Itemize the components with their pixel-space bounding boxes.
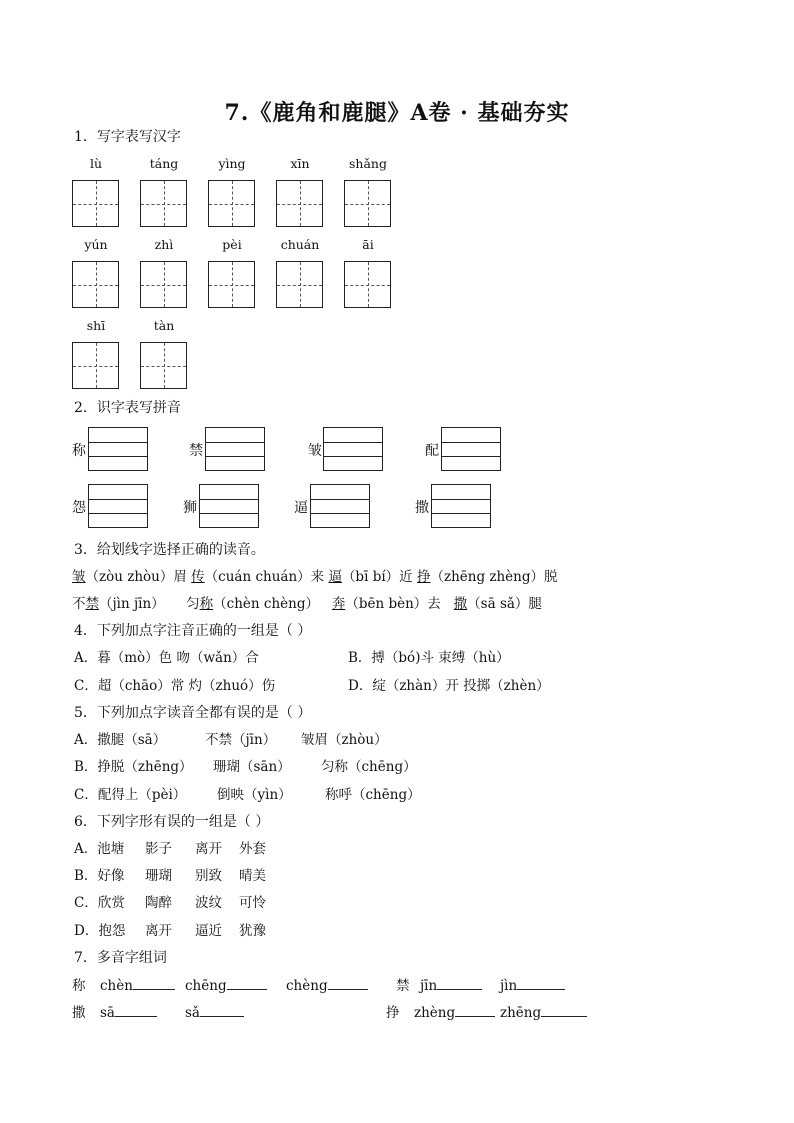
option-c[interactable]: C．超（chāo）常 灼（zhuó）伤 — [74, 678, 276, 694]
pinyin: yún — [84, 237, 108, 252]
hanzi: 配 — [425, 443, 439, 459]
pinyin: shǎng — [349, 156, 387, 171]
question-3-line-2 — [72, 595, 542, 613]
reading-options[interactable]: （cuán chuán） — [204, 569, 311, 585]
text: 不 — [72, 596, 86, 612]
reading: zhèng — [414, 1005, 456, 1021]
pinyin: zhì — [154, 237, 174, 252]
answer-blank[interactable] — [115, 1016, 157, 1017]
option-a-word: 皱眉（zhòu） — [301, 732, 388, 748]
reading: sǎ — [185, 1005, 200, 1021]
polyphone-entry — [100, 1004, 157, 1022]
writing-box[interactable] — [72, 180, 119, 227]
question-3-label: 3．给划线字选择正确的读音。 — [74, 542, 265, 558]
writing-box[interactable] — [276, 261, 323, 308]
reading-options[interactable]: （chèn chèng） — [213, 596, 319, 612]
text: 眉 — [173, 569, 187, 585]
text: 脱 — [544, 569, 558, 585]
option-d-word: 离开 — [145, 923, 172, 939]
option-b-word: 珊瑚（sān） — [213, 759, 291, 775]
option-a[interactable]: A．撒腿（sā） — [74, 732, 167, 748]
writing-box[interactable] — [140, 342, 187, 389]
hanzi: 怨 — [72, 500, 86, 516]
pinyin: āi — [362, 237, 374, 252]
pinyin-writing-lines[interactable] — [88, 484, 148, 528]
writing-box[interactable] — [208, 261, 255, 308]
question-3-line-1 — [72, 568, 558, 586]
polyphone-entry — [420, 977, 482, 995]
writing-box[interactable] — [140, 261, 187, 308]
reading: jìn — [500, 978, 518, 994]
pinyin-writing-lines[interactable] — [431, 484, 491, 528]
option-a-word: 影子 — [145, 841, 172, 857]
pinyin: pèi — [222, 237, 242, 252]
hanzi: 皱 — [308, 443, 322, 459]
answer-blank[interactable] — [517, 989, 565, 990]
page-title: 7.《鹿角和鹿腿》A卷 · 基础夯实 — [224, 100, 570, 126]
writing-box[interactable] — [140, 180, 187, 227]
question-7-label: 7．多音字组词 — [74, 950, 167, 966]
option-d-word: 逼近 — [195, 923, 222, 939]
reading: jīn — [420, 978, 438, 994]
reading-options[interactable]: （bēn bèn） — [345, 596, 428, 612]
answer-blank[interactable] — [455, 1016, 495, 1017]
pinyin-writing-lines[interactable] — [199, 484, 259, 528]
text: 来 — [310, 569, 325, 585]
option-b-word: 晴美 — [239, 868, 266, 884]
polyphone-entry — [500, 1004, 587, 1022]
hanzi: 撒 — [415, 500, 429, 516]
polyphone-entry — [286, 977, 368, 995]
pinyin: lù — [89, 156, 103, 171]
underlined-char: 传 — [191, 569, 205, 585]
text: 去 — [427, 596, 441, 612]
option-a-word: 外套 — [239, 841, 266, 857]
underlined-char: 撒 — [453, 596, 468, 612]
question-1-label: 1．写字表写汉字 — [74, 129, 181, 145]
writing-box[interactable] — [276, 180, 323, 227]
option-c-word: 陶醉 — [145, 895, 172, 911]
question-6-label: 6．下列字形有误的一组是（ ） — [74, 814, 270, 830]
polyphone-entry — [414, 1004, 495, 1022]
polyphone-char: 禁 — [396, 978, 410, 994]
writing-box[interactable] — [344, 180, 391, 227]
option-c-word: 可怜 — [239, 895, 266, 911]
pinyin: tàn — [153, 318, 175, 333]
option-d[interactable]: D．绽（zhàn）开 投掷（zhèn） — [348, 678, 550, 694]
polyphone-entry — [185, 977, 267, 995]
underlined-char: 逼 — [328, 569, 342, 585]
pinyin-writing-lines[interactable] — [88, 427, 148, 471]
pinyin-writing-lines[interactable] — [310, 484, 370, 528]
hanzi: 称 — [72, 443, 86, 459]
option-c[interactable]: C．配得上（pèi） — [74, 787, 187, 803]
underlined-char: 称 — [199, 596, 214, 612]
reading: zhēng — [500, 1005, 542, 1021]
question-4-label: 4．下列加点字注音正确的一组是（ ） — [74, 623, 312, 639]
option-b[interactable]: B．搏（bó)斗 束缚（hù） — [348, 650, 510, 666]
hanzi: 禁 — [189, 443, 203, 459]
pinyin-writing-lines[interactable] — [323, 427, 383, 471]
reading-options[interactable]: （zhēng zhèng） — [430, 569, 545, 585]
reading-options[interactable]: （sā sǎ） — [467, 596, 529, 612]
pinyin-writing-lines[interactable] — [205, 427, 265, 471]
underlined-char: 挣 — [416, 569, 431, 585]
writing-box[interactable] — [344, 261, 391, 308]
answer-blank[interactable] — [437, 989, 482, 990]
question-2-label: 2．识字表写拼音 — [74, 400, 181, 416]
text: 腿 — [528, 596, 542, 612]
pinyin: yìng — [218, 156, 246, 171]
underlined-char: 禁 — [85, 596, 99, 612]
polyphone-char: 称 — [72, 978, 86, 994]
underlined-char: 皱 — [72, 569, 86, 585]
option-b-word: 匀称（chēng） — [321, 759, 417, 775]
question-5-label: 5．下列加点字读音全都有误的是（ ） — [74, 705, 312, 721]
pinyin: táng — [149, 156, 179, 171]
reading-options[interactable]: （jìn jīn） — [99, 596, 165, 612]
answer-blank[interactable] — [200, 1016, 244, 1017]
option-c[interactable]: C．欣赏 — [74, 895, 125, 911]
polyphone-entry — [500, 977, 565, 995]
writing-box[interactable] — [208, 180, 255, 227]
writing-box[interactable] — [72, 261, 119, 308]
option-d[interactable]: D．抱怨 — [74, 923, 126, 939]
reading-options[interactable]: （zòu zhòu） — [85, 569, 174, 585]
text: 匀 — [186, 596, 200, 612]
writing-box[interactable] — [72, 342, 119, 389]
answer-blank[interactable] — [328, 989, 368, 990]
reading-options[interactable]: （bī bí） — [341, 569, 400, 585]
polyphone-char: 撒 — [72, 1005, 86, 1021]
text: 近 — [399, 569, 413, 585]
answer-blank[interactable] — [133, 989, 175, 990]
option-a[interactable]: A．暮（mò）色 吻（wǎn）合 — [74, 650, 259, 666]
option-c-word: 波纹 — [195, 895, 222, 911]
option-a-word: 离开 — [195, 841, 222, 857]
option-b-word: 珊瑚 — [145, 868, 172, 884]
option-a-word: 不禁（jīn） — [205, 732, 277, 748]
hanzi: 逼 — [294, 500, 308, 516]
pinyin: shī — [86, 318, 106, 333]
polyphone-entry — [185, 1004, 244, 1022]
option-c-word: 倒映（yìn） — [217, 787, 292, 803]
answer-blank[interactable] — [541, 1016, 587, 1017]
answer-blank[interactable] — [227, 989, 267, 990]
polyphone-entry — [100, 977, 175, 995]
hanzi: 狮 — [183, 500, 197, 516]
option-c-word: 称呼（chēng） — [325, 787, 421, 803]
polyphone-char: 挣 — [386, 1005, 400, 1021]
reading: chèn — [100, 978, 133, 994]
option-b[interactable]: B．好像 — [74, 868, 125, 884]
option-d-word: 犹豫 — [239, 923, 266, 939]
option-a[interactable]: A．池塘 — [74, 841, 125, 857]
option-b[interactable]: B．挣脱（zhēng） — [74, 759, 193, 775]
underlined-char: 奔 — [331, 596, 346, 612]
reading: chèng — [286, 978, 328, 994]
option-b-word: 别致 — [195, 868, 222, 884]
pinyin: chuán — [280, 237, 320, 252]
reading: sā — [100, 1005, 115, 1021]
pinyin: xīn — [290, 156, 310, 171]
pinyin-writing-lines[interactable] — [441, 427, 501, 471]
reading: chēng — [185, 978, 227, 994]
